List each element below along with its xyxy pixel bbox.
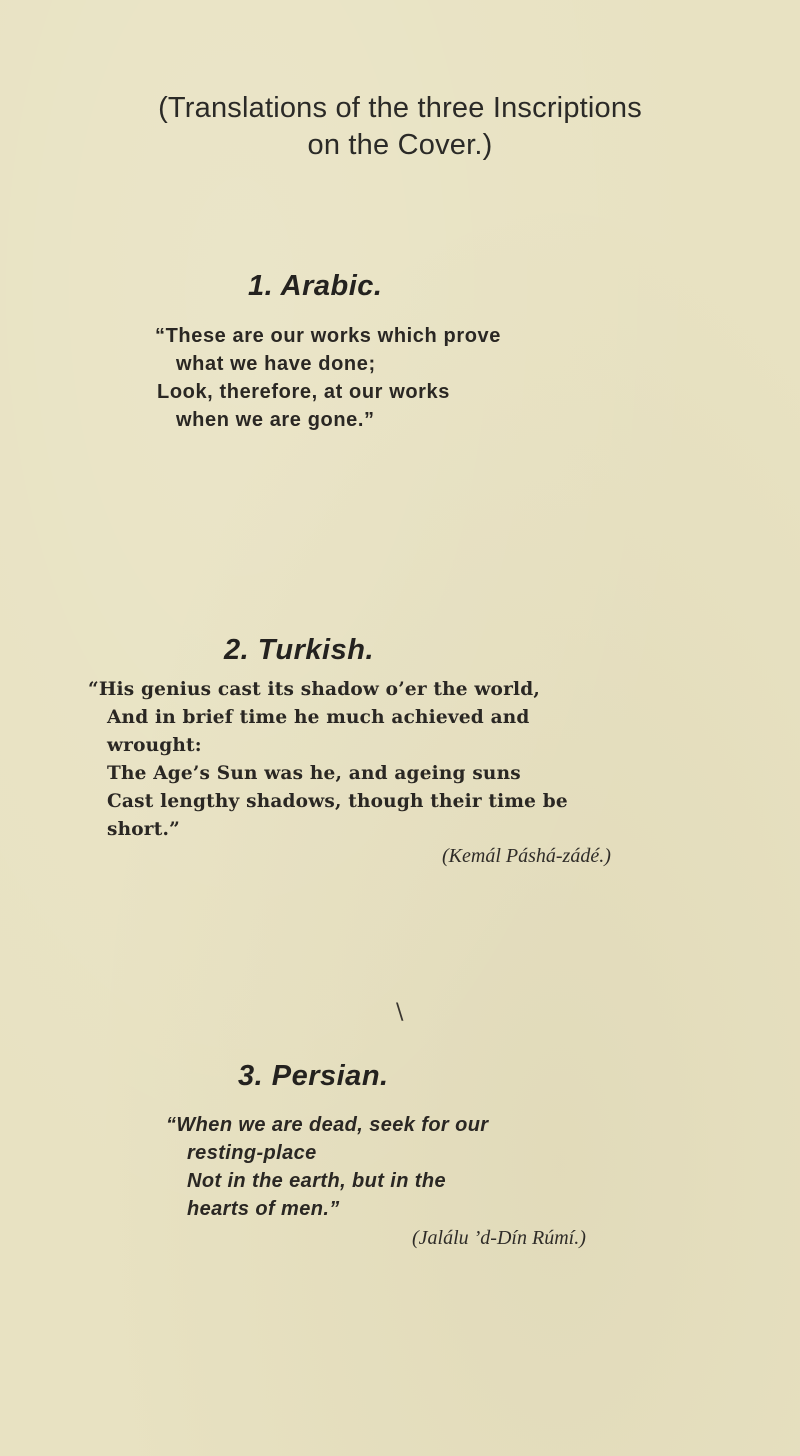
heading-turkish: 2. Turkish. (224, 634, 375, 666)
persian-line-4: hearts of men.” (187, 1198, 340, 1220)
turkish-line-5: Cast lengthy shadows, though their time be (107, 791, 568, 812)
arabic-line-2: what we have done; (176, 353, 376, 375)
heading-arabic: 1. Arabic. (248, 270, 383, 302)
heading-persian: 3. Persian. (238, 1060, 389, 1092)
turkish-line-4: The Age’s Sun was he, and ageing suns (107, 763, 521, 784)
arabic-line-3: Look, therefore, at our works (157, 381, 451, 403)
turkish-line-1: “His genius cast its shadow o’er the world, (88, 679, 541, 700)
persian-line-3: Not in the earth, but in the (187, 1170, 446, 1192)
page-title-line-2: on the Cover.) (307, 129, 493, 161)
arabic-line-4: when we are gone.” (176, 409, 375, 431)
turkish-line-6: short.” (107, 819, 180, 840)
persian-line-1: “When we are dead, seek for our (166, 1114, 489, 1136)
persian-attribution: (Jalálu ’d-Dín Rúmí.) (412, 1227, 586, 1249)
arabic-line-1: “These are our works which prove (155, 325, 501, 347)
stray-mark: \ (396, 1000, 404, 1025)
turkish-line-3: wrought: (107, 735, 202, 756)
turkish-attribution: (Kemál Páshá-zádé.) (442, 845, 611, 867)
turkish-line-2: And in brief time he much achieved and (107, 707, 530, 728)
page-title-line-1: (Translations of the three Inscriptions (158, 92, 642, 124)
persian-line-2: resting-place (187, 1142, 317, 1164)
